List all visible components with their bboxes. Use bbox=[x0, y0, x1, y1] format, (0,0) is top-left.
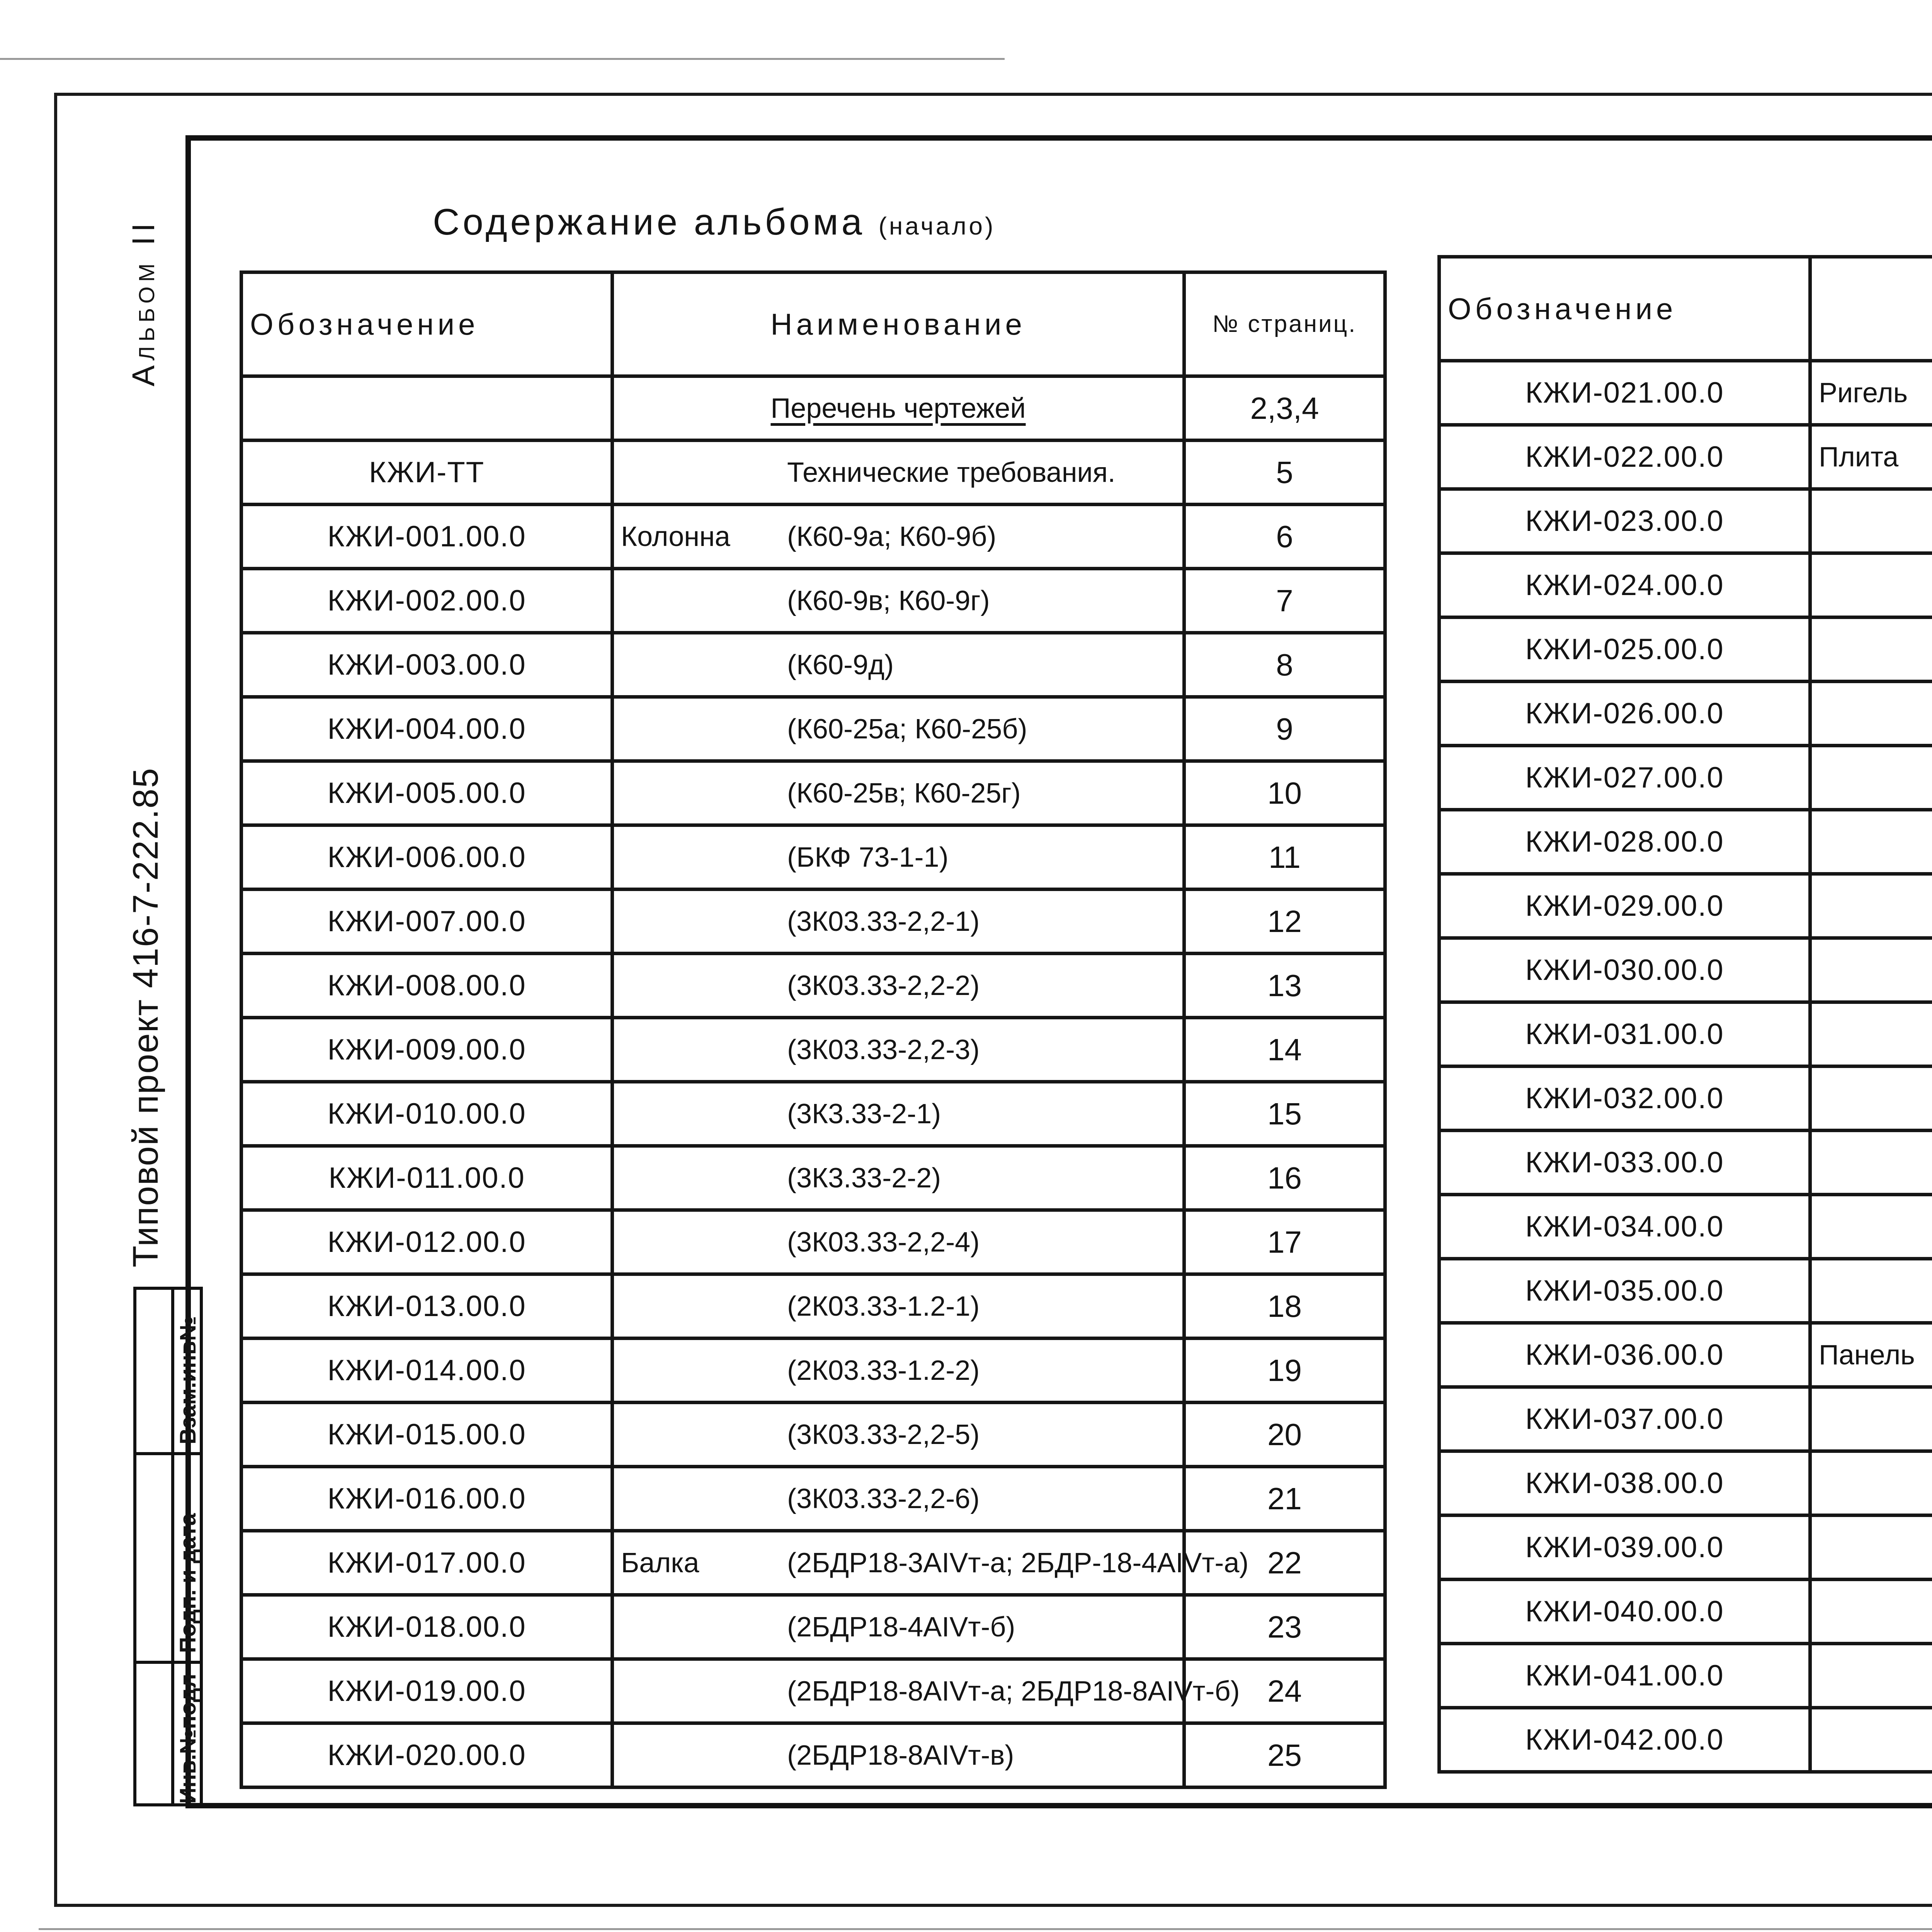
stamp-divider bbox=[136, 1452, 200, 1455]
row-code: КЖИ-034.00.0 bbox=[1439, 1195, 1810, 1259]
row-code: КЖИ-023.00.0 bbox=[1439, 489, 1810, 553]
row-code: КЖИ-ТТ bbox=[242, 440, 612, 505]
row-name: (3К03.33-2,2-1) bbox=[787, 906, 980, 937]
table-row bbox=[242, 697, 1385, 761]
table-row bbox=[1439, 874, 1932, 938]
row-page: 11 bbox=[1184, 825, 1385, 889]
row-name-cell bbox=[1810, 1580, 1932, 1644]
row-code: КЖИ-037.00.0 bbox=[1439, 1387, 1810, 1451]
scan-artifact bbox=[0, 58, 1005, 60]
row-code: КЖИ-038.00.0 bbox=[1439, 1451, 1810, 1515]
table-row bbox=[1439, 1323, 1932, 1387]
table-row bbox=[1439, 938, 1932, 1002]
table-row bbox=[242, 505, 1385, 569]
row-name: (2БДР18-3АIVт-а; 2БДР-18-4АIVт-а) bbox=[787, 1547, 1249, 1578]
row-code: КЖИ-020.00.0 bbox=[242, 1723, 612, 1787]
table-row bbox=[242, 1082, 1385, 1146]
row-code: КЖИ-007.00.0 bbox=[242, 889, 612, 954]
row-code: КЖИ-029.00.0 bbox=[1439, 874, 1810, 938]
row-code: КЖИ-018.00.0 bbox=[242, 1595, 612, 1659]
row-name: (К60-25а; К60-25б) bbox=[787, 713, 1027, 745]
table-row bbox=[1439, 746, 1932, 810]
row-name-cell bbox=[612, 1210, 1184, 1274]
row-code: КЖИ-009.00.0 bbox=[242, 1018, 612, 1082]
row-page: 23 bbox=[1184, 1595, 1385, 1659]
row-code bbox=[242, 376, 612, 440]
row-name-cell bbox=[612, 954, 1184, 1018]
table-row bbox=[242, 954, 1385, 1018]
table-row bbox=[1439, 489, 1932, 553]
table-row bbox=[1439, 1131, 1932, 1195]
table-row bbox=[242, 1723, 1385, 1787]
row-name: (3К03.33-2,2-2) bbox=[787, 970, 980, 1001]
row-code: КЖИ-008.00.0 bbox=[242, 954, 612, 1018]
row-page: 22 bbox=[1184, 1531, 1385, 1595]
table-row bbox=[242, 889, 1385, 954]
row-name: (2БДР18-8АIVт-а; 2БДР18-8АIVт-б) bbox=[787, 1675, 1240, 1707]
row-code: КЖИ-001.00.0 bbox=[242, 505, 612, 569]
row-name-cell bbox=[1810, 1066, 1932, 1131]
table-row bbox=[242, 440, 1385, 505]
row-name-cell bbox=[1810, 361, 1932, 425]
row-name-cell bbox=[612, 761, 1184, 825]
row-name-cell bbox=[612, 633, 1184, 697]
row-name-cell bbox=[612, 505, 1184, 569]
table-row bbox=[1439, 1002, 1932, 1066]
row-name-cell bbox=[1810, 1515, 1932, 1580]
row-code: КЖИ-021.00.0 bbox=[1439, 361, 1810, 425]
row-name: (2К03.33-1.2-2) bbox=[787, 1355, 980, 1386]
project-label: Типовой проект 416-7-222.85 bbox=[126, 767, 165, 1267]
row-code: КЖИ-030.00.0 bbox=[1439, 938, 1810, 1002]
row-page: 21 bbox=[1184, 1467, 1385, 1531]
row-code: КЖИ-006.00.0 bbox=[242, 825, 612, 889]
row-name-cell bbox=[1810, 938, 1932, 1002]
row-code: КЖИ-035.00.0 bbox=[1439, 1259, 1810, 1323]
stamp-inv-podl: Инв.№подл bbox=[175, 1673, 201, 1804]
header-name bbox=[1810, 257, 1932, 361]
table-header bbox=[1439, 257, 1932, 361]
row-category: Плита bbox=[1819, 441, 1899, 473]
row-code: КЖИ-024.00.0 bbox=[1439, 553, 1810, 617]
row-code: КЖИ-041.00.0 bbox=[1439, 1644, 1810, 1708]
row-name-cell bbox=[612, 1595, 1184, 1659]
row-code: КЖИ-005.00.0 bbox=[242, 761, 612, 825]
row-code: КЖИ-031.00.0 bbox=[1439, 1002, 1810, 1066]
row-page: 7 bbox=[1184, 569, 1385, 633]
album-label: Альбом II bbox=[126, 218, 161, 386]
row-name: (К60-9д) bbox=[787, 649, 894, 680]
row-name-cell bbox=[612, 1467, 1184, 1531]
row-page: 10 bbox=[1184, 761, 1385, 825]
row-page: 15 bbox=[1184, 1082, 1385, 1146]
header-code: Обозначение bbox=[1439, 257, 1810, 361]
row-name-cell bbox=[612, 697, 1184, 761]
header-name: Наименование bbox=[612, 272, 1184, 376]
row-code: КЖИ-017.00.0 bbox=[242, 1531, 612, 1595]
table-row bbox=[242, 1210, 1385, 1274]
row-name-cell bbox=[612, 1018, 1184, 1082]
row-page: 9 bbox=[1184, 697, 1385, 761]
row-name: (3К03.33-2,2-4) bbox=[787, 1226, 980, 1258]
table-row bbox=[242, 761, 1385, 825]
table-row bbox=[242, 1338, 1385, 1403]
row-name: (3К03.33-2,2-5) bbox=[787, 1419, 980, 1450]
row-code: КЖИ-011.00.0 bbox=[242, 1146, 612, 1210]
row-name-cell bbox=[1810, 874, 1932, 938]
row-name-cell bbox=[612, 889, 1184, 954]
row-category: Ригель bbox=[1819, 377, 1908, 408]
table-row bbox=[242, 633, 1385, 697]
table-row bbox=[242, 569, 1385, 633]
row-page: 13 bbox=[1184, 954, 1385, 1018]
row-name: (2К03.33-1.2-1) bbox=[787, 1291, 980, 1322]
row-name-cell bbox=[1810, 617, 1932, 682]
row-code: КЖИ-016.00.0 bbox=[242, 1467, 612, 1531]
table-row bbox=[242, 1595, 1385, 1659]
row-category: Колонна bbox=[621, 521, 730, 552]
row-name: Технические требования. bbox=[787, 457, 1116, 488]
row-name-cell bbox=[1810, 553, 1932, 617]
row-name-cell bbox=[612, 440, 1184, 505]
row-code: КЖИ-039.00.0 bbox=[1439, 1515, 1810, 1580]
stamp-column bbox=[133, 1287, 203, 1806]
row-page: 25 bbox=[1184, 1723, 1385, 1787]
row-name-cell bbox=[612, 1274, 1184, 1338]
row-name-cell bbox=[1810, 425, 1932, 489]
table-row bbox=[1439, 1708, 1932, 1772]
row-name-cell bbox=[612, 1531, 1249, 1595]
table-row bbox=[242, 1274, 1385, 1338]
row-code: КЖИ-019.00.0 bbox=[242, 1659, 612, 1723]
row-name-cell bbox=[1810, 1002, 1932, 1066]
table-row bbox=[1439, 1515, 1932, 1580]
table-header bbox=[242, 272, 1385, 376]
row-name: (3К03.33-2,2-3) bbox=[787, 1034, 980, 1065]
table-row bbox=[242, 1146, 1385, 1210]
row-name-cell bbox=[1810, 1259, 1932, 1323]
row-page: 12 bbox=[1184, 889, 1385, 954]
document-title bbox=[433, 201, 995, 243]
stamp-divider bbox=[136, 1661, 200, 1664]
table-row bbox=[1439, 1387, 1932, 1451]
row-code: КЖИ-040.00.0 bbox=[1439, 1580, 1810, 1644]
row-page: 16 bbox=[1184, 1146, 1385, 1210]
table-row bbox=[1439, 1195, 1932, 1259]
scan-artifact bbox=[39, 1928, 1932, 1930]
table-row bbox=[242, 1018, 1385, 1082]
row-page: 24 bbox=[1184, 1659, 1385, 1723]
table-row bbox=[1439, 553, 1932, 617]
row-name: (3К3.33-2-1) bbox=[787, 1098, 941, 1129]
row-code: КЖИ-012.00.0 bbox=[242, 1210, 612, 1274]
row-name-cell bbox=[612, 1403, 1184, 1467]
row-name: (3К3.33-2-2) bbox=[787, 1162, 941, 1194]
row-name: (2БДР18-8АIVт-в) bbox=[787, 1740, 1014, 1771]
row-page: 14 bbox=[1184, 1018, 1385, 1082]
row-code: КЖИ-032.00.0 bbox=[1439, 1066, 1810, 1131]
row-name: (БКФ 73-1-1) bbox=[787, 842, 949, 873]
row-name-cell bbox=[1810, 746, 1932, 810]
row-name: (К60-9а; К60-9б) bbox=[787, 521, 997, 552]
header-pages: № страниц. bbox=[1184, 272, 1385, 376]
table-row bbox=[242, 1531, 1385, 1595]
table-row bbox=[1439, 1580, 1932, 1644]
row-name-cell bbox=[1810, 810, 1932, 874]
row-name-cell bbox=[1810, 1451, 1932, 1515]
table-row bbox=[1439, 617, 1932, 682]
row-name: (К60-25в; К60-25г) bbox=[787, 777, 1021, 809]
row-name: (К60-9в; К60-9г) bbox=[787, 585, 990, 616]
row-code: КЖИ-015.00.0 bbox=[242, 1403, 612, 1467]
table-row bbox=[242, 1659, 1385, 1723]
table-row bbox=[1439, 425, 1932, 489]
row-page: 5 bbox=[1184, 440, 1385, 505]
row-code: КЖИ-042.00.0 bbox=[1439, 1708, 1810, 1772]
row-name-cell bbox=[612, 569, 1184, 633]
row-name-cell bbox=[1810, 489, 1932, 553]
row-code: КЖИ-036.00.0 bbox=[1439, 1323, 1810, 1387]
row-page: 8 bbox=[1184, 633, 1385, 697]
row-name: (3К03.33-2,2-6) bbox=[787, 1483, 980, 1514]
row-code: КЖИ-027.00.0 bbox=[1439, 746, 1810, 810]
table-row bbox=[242, 376, 1385, 440]
row-name-cell bbox=[1810, 682, 1932, 746]
stamp-inv-zam: Взам.инв№ bbox=[175, 1316, 201, 1444]
row-category: Балка bbox=[621, 1547, 699, 1578]
row-name-cell bbox=[1810, 1323, 1932, 1387]
row-name-cell bbox=[612, 376, 1184, 440]
row-page: 17 bbox=[1184, 1210, 1385, 1274]
row-name-cell bbox=[612, 1082, 1184, 1146]
title-suffix: (начало) bbox=[878, 212, 996, 240]
table-row bbox=[1439, 1259, 1932, 1323]
table-row bbox=[242, 1403, 1385, 1467]
row-name-cell bbox=[612, 1338, 1184, 1403]
header-code: Обозначение bbox=[242, 272, 612, 376]
table-row bbox=[1439, 1066, 1932, 1131]
table-row bbox=[1439, 682, 1932, 746]
contents-table-right bbox=[1437, 255, 1932, 1774]
row-code: КЖИ-033.00.0 bbox=[1439, 1131, 1810, 1195]
row-name-cell bbox=[612, 825, 1184, 889]
row-name-cell bbox=[1810, 1131, 1932, 1195]
table-row bbox=[1439, 810, 1932, 874]
row-name: (2БДР18-4АIVт-б) bbox=[787, 1611, 1015, 1643]
row-code: КЖИ-022.00.0 bbox=[1439, 425, 1810, 489]
table-row bbox=[242, 825, 1385, 889]
row-code: КЖИ-025.00.0 bbox=[1439, 617, 1810, 682]
table-row bbox=[1439, 361, 1932, 425]
row-page: 19 bbox=[1184, 1338, 1385, 1403]
row-name-cell bbox=[1810, 1387, 1932, 1451]
row-name-cell bbox=[612, 1723, 1184, 1787]
stamp-podp-data: Подп. и дата bbox=[175, 1513, 201, 1653]
row-name-cell bbox=[1810, 1644, 1932, 1708]
row-name: Перечень чертежей bbox=[770, 393, 1026, 424]
row-code: КЖИ-028.00.0 bbox=[1439, 810, 1810, 874]
row-code: КЖИ-026.00.0 bbox=[1439, 682, 1810, 746]
stamp-divider bbox=[171, 1290, 174, 1803]
row-name-cell bbox=[1810, 1708, 1932, 1772]
table-row bbox=[1439, 1451, 1932, 1515]
row-code: КЖИ-003.00.0 bbox=[242, 633, 612, 697]
row-code: КЖИ-004.00.0 bbox=[242, 697, 612, 761]
row-name-cell bbox=[1810, 1195, 1932, 1259]
row-code: КЖИ-013.00.0 bbox=[242, 1274, 612, 1338]
row-category: Панель bbox=[1819, 1339, 1915, 1371]
row-code: КЖИ-014.00.0 bbox=[242, 1338, 612, 1403]
table-row bbox=[242, 1467, 1385, 1531]
table-row bbox=[1439, 1644, 1932, 1708]
row-page: 2,3,4 bbox=[1184, 376, 1385, 440]
contents-table-left bbox=[240, 270, 1387, 1789]
row-code: КЖИ-010.00.0 bbox=[242, 1082, 612, 1146]
row-name-cell bbox=[612, 1659, 1240, 1723]
row-page: 6 bbox=[1184, 505, 1385, 569]
row-name-cell bbox=[612, 1146, 1184, 1210]
row-code: КЖИ-002.00.0 bbox=[242, 569, 612, 633]
row-page: 18 bbox=[1184, 1274, 1385, 1338]
title-main: Содержание альбома bbox=[433, 201, 865, 243]
row-page: 20 bbox=[1184, 1403, 1385, 1467]
